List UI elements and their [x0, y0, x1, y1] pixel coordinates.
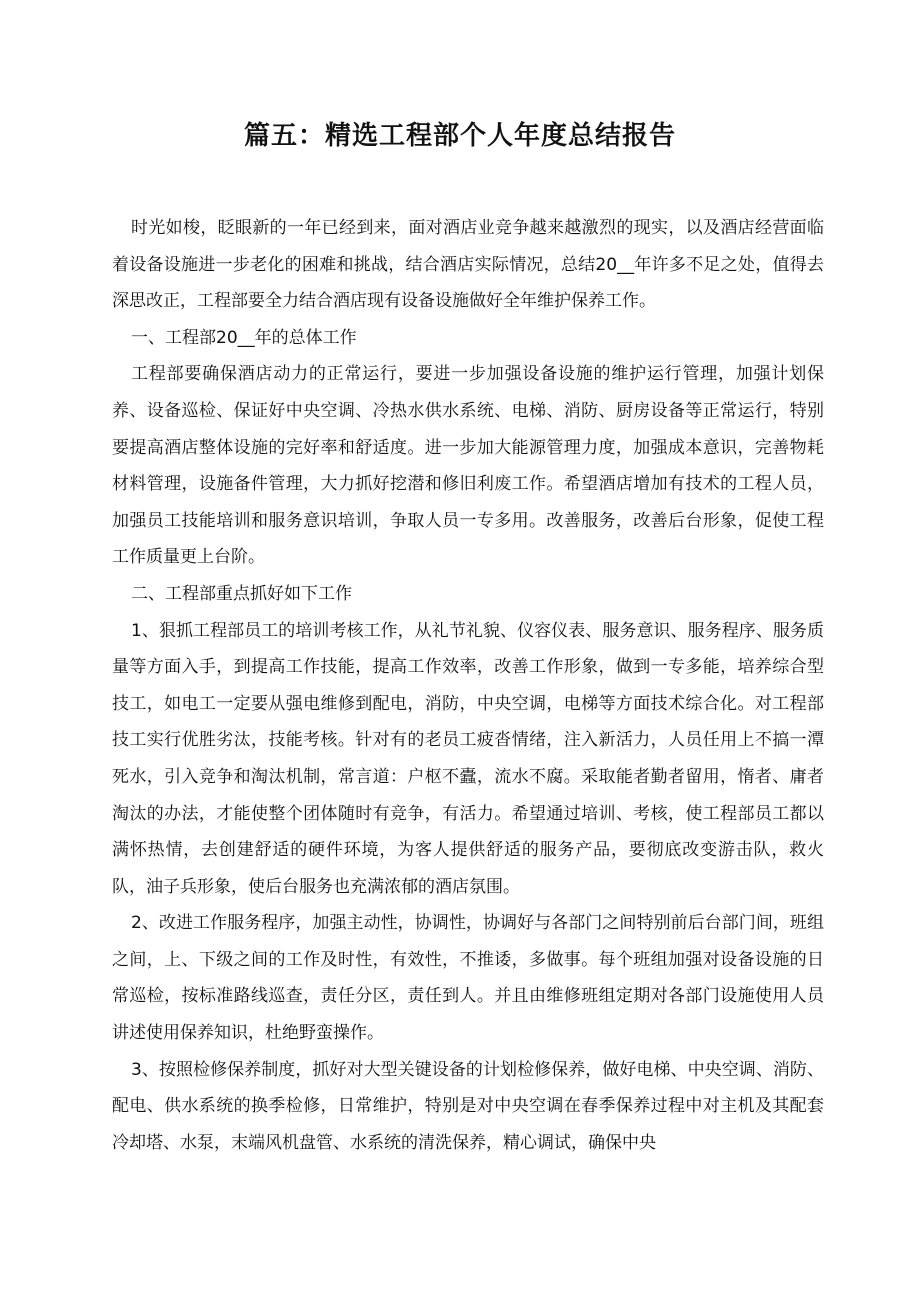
paragraph-item-3: 3、按照检修保养制度，抓好对大型关键设备的计划检修保养，做好电梯、中央空调、消防、配电、供水系统的换季检修，日常维护，特别是对中央空调在春季保养过程中对主机及其配套冷却塔、水泵，末端风机盘管、水系统的清洗保养，精心调试，确保中央: [112, 1059, 824, 1153]
document-body: [112, 210, 824, 1161]
paragraph-item-1: 1、狠抓工程部员工的培训考核工作，从礼节礼貌、仪容仪表、服务意识、服务程序、服务质量等方面入手，到提高工作技能，提高工作效率，改善工作形象，做到一专多能，培养综合型技工，如电工一定要从强电维修到配电，消防，中央空调，电梯等方面技术综合化。对工程部技工实行优胜劣汰，技能考核。针对有的老员工疲沓情绪，注入新活力，人员任用上不搞一潭死水，引入竞争和淘汰机制，常言道：户枢不蠹，流水不腐。采取能者勤者留用，惰者、庸者淘汰的办法，才能使整个团体随时有竞争，有活力。希望通过培训、考核，使工程部员工都以满怀热情，去创建舒适的硬件环境，为客人提供舒适的服务产品，要彻底改变游击队，救火队，油子兵形象，使后台服务也充满浓郁的酒店氛围。: [112, 620, 824, 897]
paragraph-overall-work: 工程部要确保酒店动力的正常运行，要进一步加强设备设施的维护运行管理，加强计划保养、设备巡检、保证好中央空调、冷热水供水系统、电梯、消防、厨房设备等正常运行，特别要提高酒店整体设施的完好率和舒适度。进一步加大能源管理力度，加强成本意识，完善物耗材料管理，设施备件管理，大力抓好挖潜和修旧利废工作。希望酒店增加有技术的工程人员，加强员工技能培训和服务意识培训，争取人员一专多用。改善服务，改善后台形象，促使工程工作质量更上台阶。: [112, 364, 824, 568]
section-heading-2: 二、工程部重点抓好如下工作: [131, 583, 352, 604]
document-title: 篇五：精选工程部个人年度总结报告: [243, 121, 676, 151]
section-heading-1: 一、工程部20__年的总体工作: [131, 327, 357, 348]
paragraph-item-2: 2、改进工作服务程序，加强主动性，协调性，协调好与各部门之间特别前后台部门间，班组之间，上、下级之间的工作及时性，有效性，不推诿，多做事。每个班组加强对设备设施的日常巡检，按标准路线巡查，责任分区，责任到人。并且由维修班组定期对各部门设施使用人员讲述使用保养知识，杜绝野蛮操作。: [112, 913, 824, 1044]
paragraph-intro: 时光如梭，眨眼新的一年已经到来，面对酒店业竞争越来越激烈的现实，以及酒店经营面临着设备设施进一步老化的困难和挑战，结合酒店实际情况，总结20__年许多不足之处，值得去深思改正，工程部要全力结合酒店现有设备设施做好全年维护保养工作。: [112, 218, 824, 312]
